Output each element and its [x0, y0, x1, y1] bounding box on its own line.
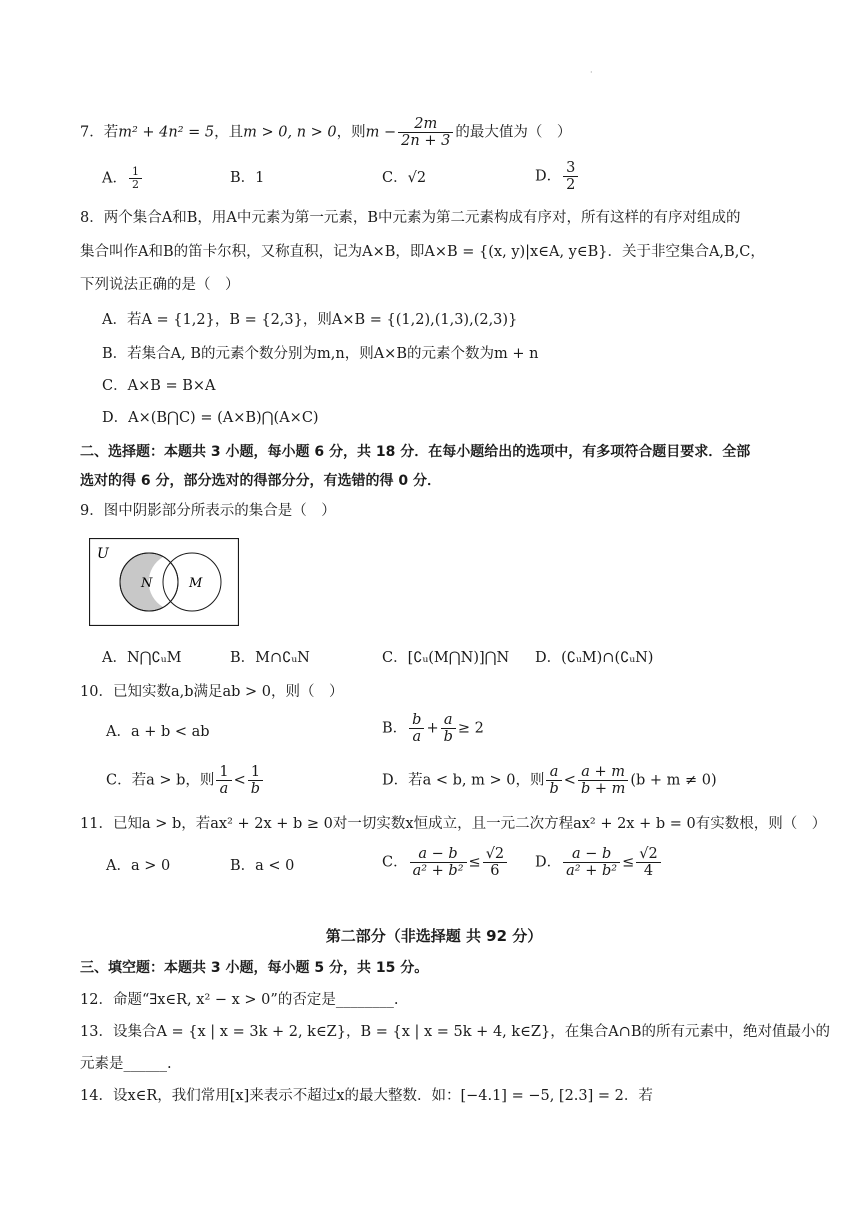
- q10-d-f2-num: a + m: [578, 764, 628, 781]
- q13-line1: 13．设集合A = {x | x = 3k + 2, k∈Z}，B = {x | x = 5k + 4, k∈Z}，在集合A∩B的所有元素中，绝对值最小的: [80, 1024, 830, 1040]
- q14: 14．设x∈R，我们常用[x]来表示不超过x的最大整数．如：[−4.1] = −5, [2.3] = 2．若: [80, 1088, 653, 1104]
- q10-b-f2-num: a: [441, 712, 456, 729]
- q10-option-b: [382, 712, 484, 745]
- q8-option-a: A．若A = {1,2}，B = {2,3}，则A×B = {(1,2),(1,3),(2,3)}: [102, 312, 518, 328]
- section2-line2: 选对的得 6 分，部分选对的得部分分，有选错的得 0 分．: [80, 473, 441, 489]
- q7-a-num: 1: [129, 166, 142, 179]
- q9-stem: 9．图中阴影部分所表示的集合是（ ）: [80, 503, 336, 519]
- section2-line1: 二、选择题：本题共 3 小题，每小题 6 分，共 18 分．在每小题给出的选项中，有多项符合题目要求．全部: [80, 444, 751, 460]
- q11-c-r-num: √2: [483, 846, 507, 863]
- q10-b-frac2: [441, 712, 456, 745]
- q11-option-a: A．a > 0: [106, 858, 171, 874]
- q11-stem: 11．已知a > b，若ax² + 2x + b ≥ 0对一切实数x恒成立，且一元二次方程ax² + 2x + b = 0有实数根，则（ ）: [80, 816, 827, 832]
- venn-label-n: N: [141, 576, 153, 591]
- q8-line3: 下列说法正确的是（ ）: [80, 277, 240, 293]
- scan-dot: ·: [590, 68, 593, 77]
- q10-d-lt: <: [563, 772, 576, 789]
- q10-c-f1-num: 1: [216, 764, 231, 781]
- q7-stem: [80, 116, 571, 149]
- q8-option-c: C．A×B = B×A: [102, 378, 216, 394]
- q11-d-den: a² + b²: [566, 863, 618, 879]
- q9-option-a: A．N⋂∁ᵤM: [102, 650, 182, 666]
- q11-d-r-den: 4: [643, 863, 654, 879]
- q10-d-post: (b + m ≠ 0): [630, 772, 717, 789]
- q10-d-f1-den: b: [549, 781, 559, 797]
- q10-b-label: B．: [382, 720, 408, 737]
- q7-option-a-label: A．: [102, 170, 127, 187]
- q10-c-frac1: [216, 764, 231, 797]
- q10-d-frac1: [546, 764, 561, 797]
- q7-frac-num: 2m: [398, 116, 453, 133]
- q11-c-r-den: 6: [490, 863, 500, 879]
- q8-line1: 8．两个集合A和B，用A中元素为第一元素，B中元素为第二元素构成有序对，所有这样的有序对组成的: [80, 210, 741, 226]
- q10-c-f1-den: a: [219, 781, 229, 797]
- q7-option-d-label: D．: [535, 168, 562, 185]
- q9-option-b: B．M∩∁ᵤN: [230, 650, 310, 666]
- q7-option-c: C．√2: [382, 170, 427, 186]
- q11-c-frac: [410, 846, 467, 879]
- q10-b-f1-den: a: [412, 729, 422, 745]
- q7-fraction: [398, 116, 453, 149]
- q10-d-f2-den: b + m: [580, 781, 626, 797]
- q7-mid: ，且: [214, 124, 244, 141]
- q7-suffix: 的最大值为（ ）: [455, 124, 572, 141]
- q7-condition: m² + 4n² = 5: [118, 124, 215, 141]
- q10-b-post: ≥ 2: [457, 720, 484, 737]
- q10-c-lt: <: [233, 772, 246, 789]
- q10-d-frac2: [578, 764, 628, 797]
- q10-stem: 10．已知实数a,b满足ab > 0，则（ ）: [80, 684, 344, 700]
- q11-c-num: a − b: [410, 846, 467, 863]
- q7-option-b: B．1: [230, 170, 265, 186]
- q9-option-d: D．(∁ᵤM)∩(∁ᵤN): [535, 650, 654, 666]
- q11-d-label: D．: [535, 854, 562, 871]
- q7-option-a: [102, 166, 144, 191]
- q10-b-plus: +: [426, 720, 439, 737]
- q11-d-rfrac: [636, 846, 660, 879]
- q7-d-den: 2: [566, 177, 576, 193]
- q10-option-c: [106, 764, 265, 797]
- q10-c-pre: C．若a > b，则: [106, 772, 215, 789]
- venn-diagram: [89, 538, 239, 626]
- q9-option-c: C．[∁ᵤ(M⋂N)]⋂N: [382, 650, 510, 666]
- q10-b-f1-num: b: [409, 712, 424, 729]
- q11-d-r-num: √2: [636, 846, 660, 863]
- q11-d-num: a − b: [563, 846, 620, 863]
- q10-b-frac1: [409, 712, 424, 745]
- venn-label-u: U: [97, 546, 109, 562]
- q11-option-c: [382, 846, 509, 879]
- q11-c-den: a² + b²: [412, 863, 464, 879]
- q10-option-d: [382, 764, 717, 797]
- q7-condition2: m > 0, n > 0: [243, 124, 337, 141]
- q8-option-d: D．A×(B⋂C) = (A×B)⋂(A×C): [102, 410, 319, 426]
- section3-heading: 三、填空题：本题共 3 小题，每小题 5 分，共 15 分。: [80, 960, 429, 976]
- q10-d-pre: D．若a < b, m > 0，则: [382, 772, 545, 789]
- q7-mid2: ，则: [336, 124, 366, 141]
- q7-option-d-frac: [563, 160, 578, 193]
- q10-c-f2-num: 1: [248, 764, 263, 781]
- q11-d-le: ≤: [622, 854, 635, 871]
- q10-option-a: A．a + b < ab: [106, 724, 210, 740]
- q11-d-frac: [563, 846, 620, 879]
- q11-c-rfrac: [483, 846, 507, 879]
- q11-c-le: ≤: [468, 854, 481, 871]
- q11-option-d: [535, 846, 663, 879]
- q12: 12．命题“∃x∈R, x² − x > 0”的否定是________.: [80, 992, 399, 1008]
- q7-d-num: 3: [563, 160, 578, 177]
- venn-label-m: M: [189, 576, 203, 591]
- q7-option-a-frac: [129, 166, 142, 191]
- q8-line2: 集合叫作A和B的笛卡尔积，又称直积，记为A×B，即A×B = {(x, y)|x∈A, y∈B}．关于非空集合A,B,C，: [80, 244, 765, 260]
- q13-line2: 元素是______.: [80, 1056, 172, 1072]
- q10-b-f2-den: b: [443, 729, 453, 745]
- q7-option-d: [535, 160, 580, 193]
- q7-expression: m −: [365, 124, 397, 141]
- q10-d-f1-num: a: [546, 764, 561, 781]
- q8-option-b: B．若集合A, B的元素个数分别为m,n，则A×B的元素个数为m + n: [102, 346, 539, 362]
- q7-a-den: 2: [131, 178, 139, 191]
- q7-frac-den: 2n + 3: [401, 133, 451, 149]
- part2-title: 第二部分（非选择题 共 92 分）: [325, 927, 543, 945]
- q11-option-b: B．a < 0: [230, 858, 295, 874]
- q10-c-f2-den: b: [250, 781, 261, 797]
- q10-c-frac2: [248, 764, 263, 797]
- q11-c-label: C．: [382, 854, 408, 871]
- q7-prefix: 7．若: [80, 124, 119, 141]
